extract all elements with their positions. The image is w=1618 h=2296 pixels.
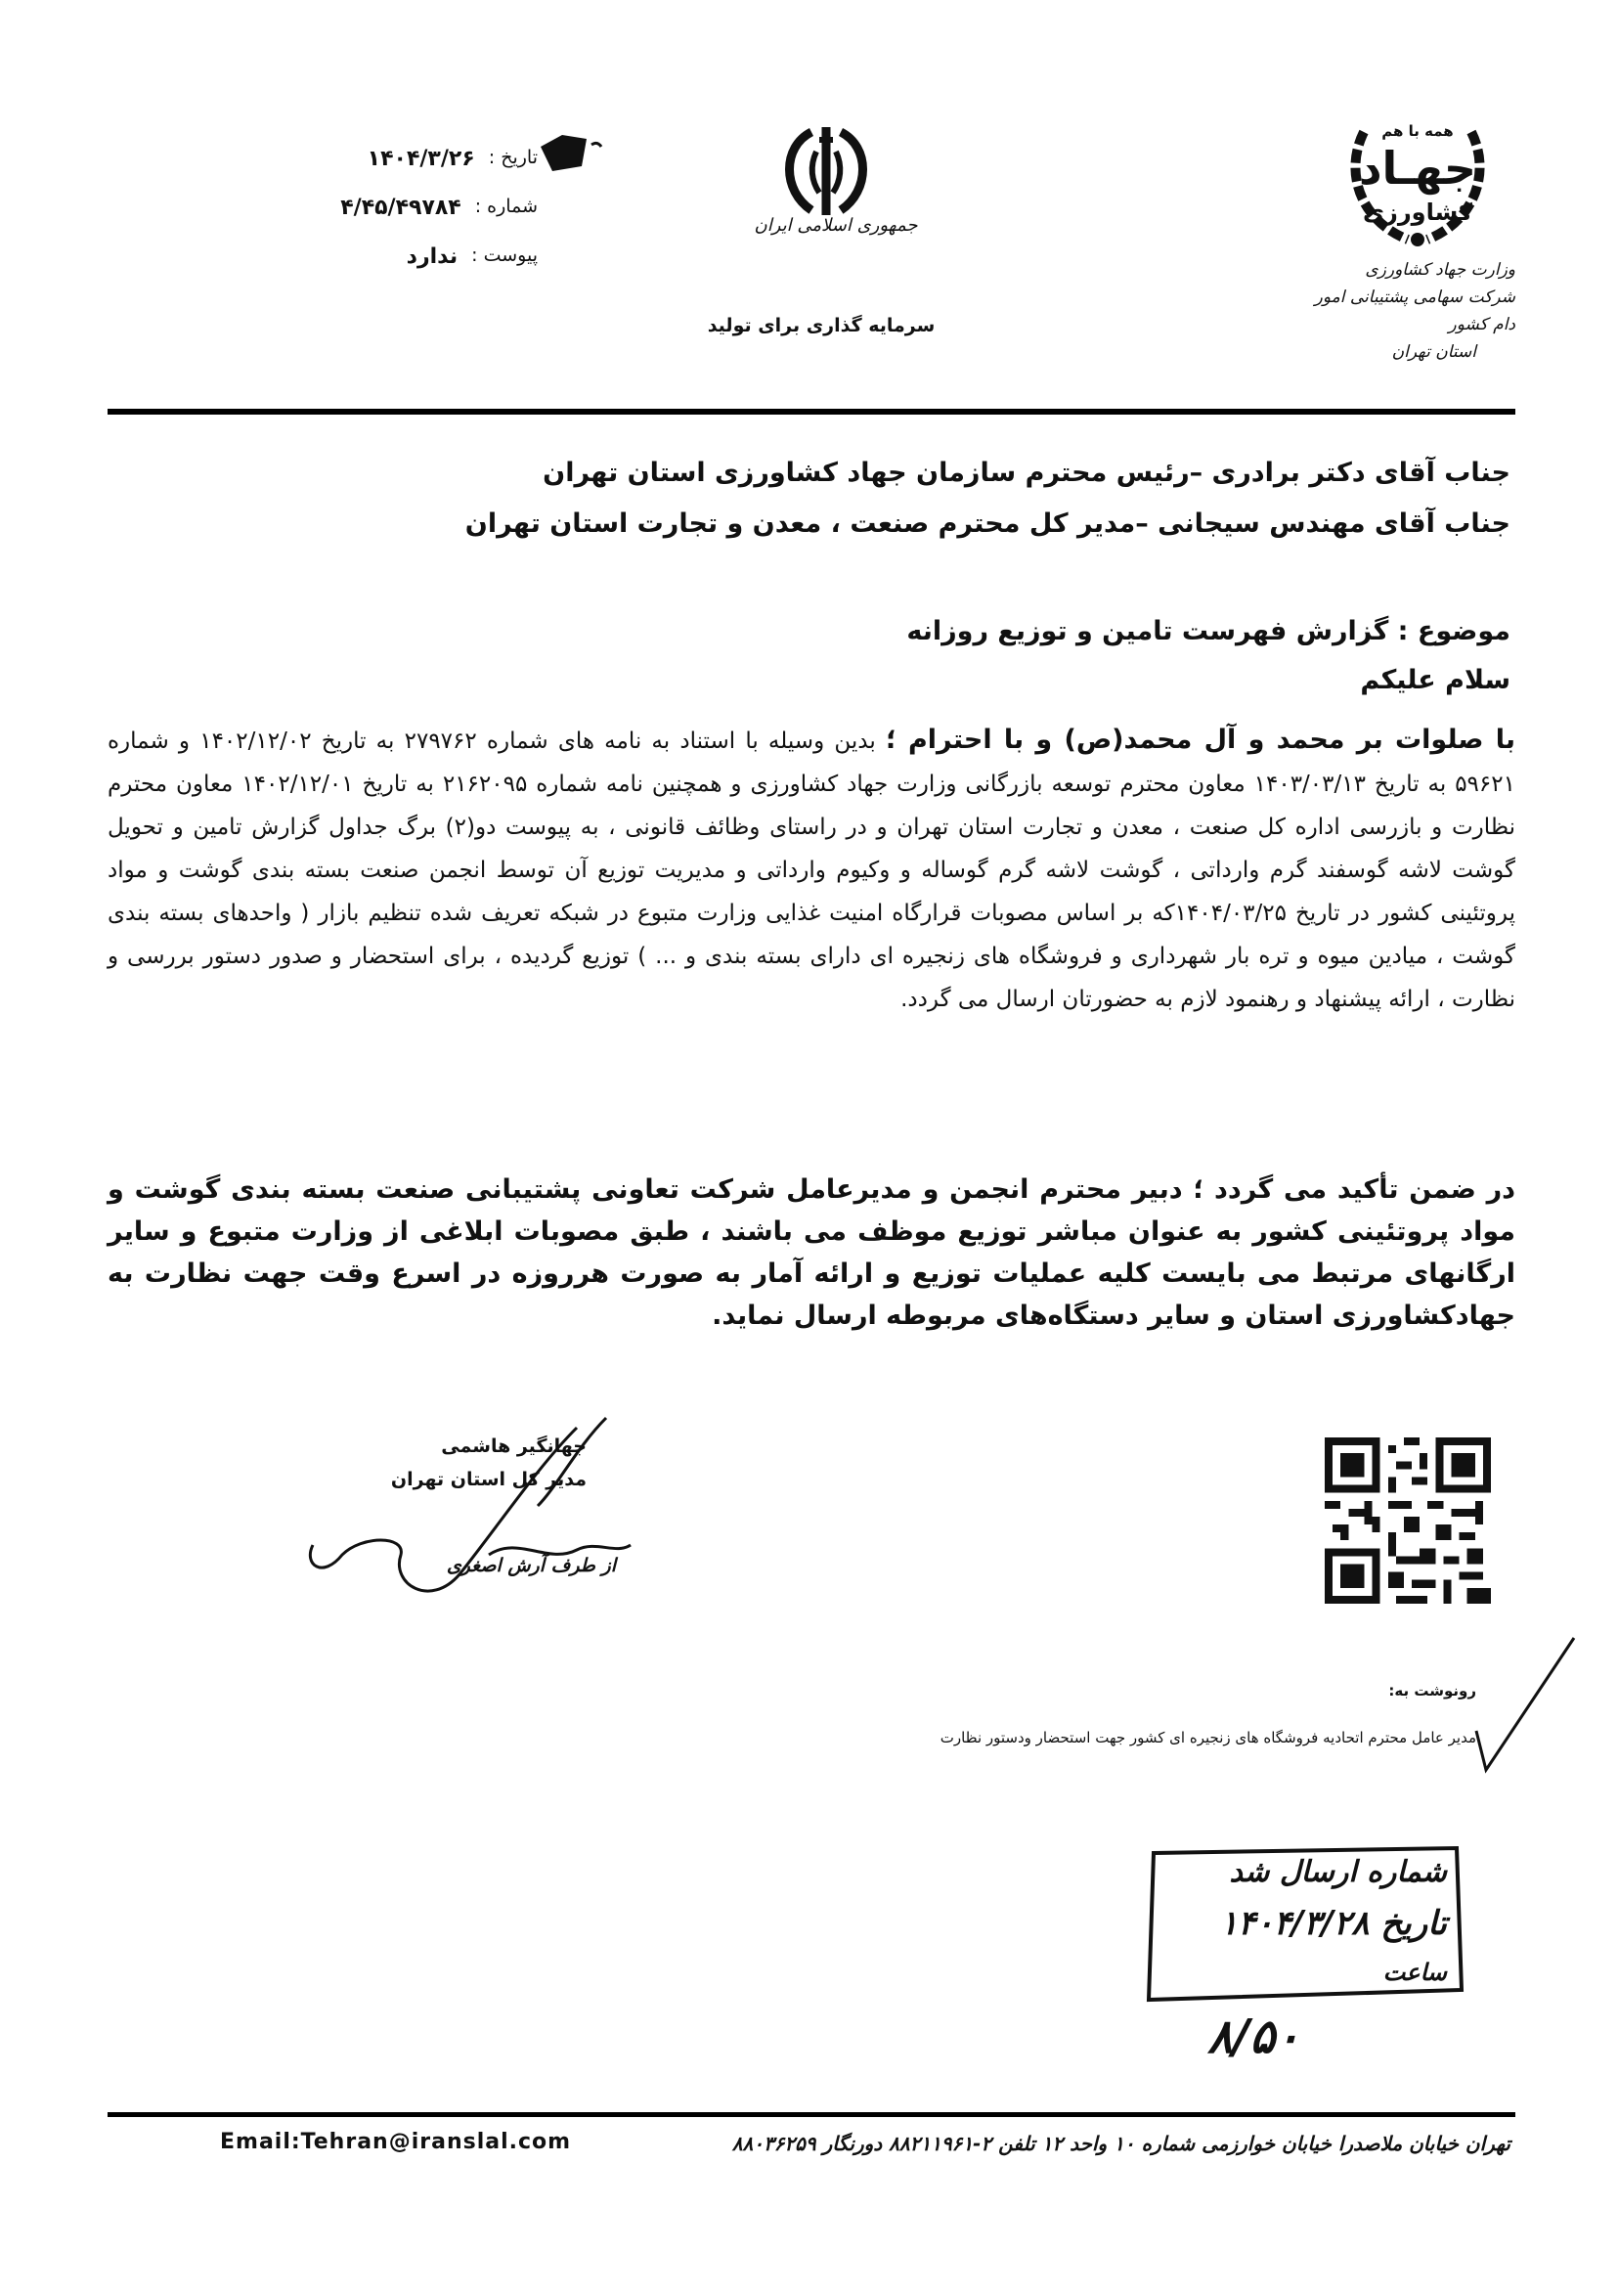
stamp-line-2: تاریخ ۱۴۰۴/۳/۲۸ [1219, 1904, 1447, 1943]
ministry-subtitle [1290, 256, 1515, 366]
attachment-row [293, 244, 538, 269]
slogan: سرمایه گذاری برای تولید [707, 315, 936, 336]
letter-body [108, 719, 1515, 1021]
attachment-label: پیوست : [471, 244, 538, 266]
letter-emphasis: در ضمن تأکید می گردد ؛ دبیر محترم انجمن و مدیرعامل شرکت تعاونی پشتیبانی صنعت بسته بندی گوشت و مواد پروتئینی کشور به عنوان مباشر توزیع موظف می باشند ، طبق مصوبات ابلاغی از وزارت متبوع و سایر ارگانهای مرتبط می بایست کلیه عملیات توزیع و ارائه آمار به صورت هرروزه در اسرع وقت جهت نظارت به جهادکشاورزی استان و سایر دستگاه‌های مربوطه ارسال نماید. [108, 1174, 1515, 1331]
footer-address: تهران خیابان ملاصدرا خیابان خوارزمی شماره ۱۰ واحد ۱۲ تلفن ۲-۸۸۲۱۱۹۶۱ دورنگار ۸۸۰۳۶۲۵۹ [731, 2132, 1510, 2155]
date-row [293, 147, 538, 171]
footer-email: Email:Tehran@iranslal.com [220, 2130, 572, 2154]
signature-handwritten-note: از طرف آرش اصغری [446, 1555, 616, 1576]
addressee-2: جناب آقای مهندس سیجانی –مدیر کل محترم صنعت ، معدن و تجارت استان تهران [464, 508, 1510, 539]
number-label: شماره : [474, 196, 538, 217]
small-stamp-icon [533, 127, 611, 181]
ministry-line: شرکت سهامی پشتیبانی امور دام کشور [1314, 287, 1515, 334]
attachment-value: ندارد [406, 244, 459, 269]
letter-greeting: سلام علیکم [1360, 665, 1510, 695]
stamp-line-1: شماره ارسال شد [1229, 1855, 1447, 1889]
letter-salutation: با صلوات بر محمد و آل محمد(ص) و با احترام ؛ [885, 725, 1515, 755]
addressee-1: جناب آقای دکتر برادری –رئیس محترم سازمان جهاد کشاورزی استان تهران [543, 458, 1510, 488]
date-value: ۱۴۰۴/۳/۲۶ [367, 147, 475, 171]
signature-block [352, 1430, 587, 1496]
cc-label: رونوشت به: [1388, 1682, 1476, 1700]
signatory-name: جهانگیر هاشمی [441, 1435, 587, 1457]
number-row [293, 196, 538, 220]
stamp-line-3: ساعت [1382, 1959, 1447, 1986]
footer-divider [108, 2112, 1515, 2117]
logo-top-text: همه با هم [1381, 122, 1454, 140]
emblem-caption: جمهوری اسلامی ایران [754, 215, 918, 236]
cc-recipient: مدیر عامل محترم اتحادیه فروشگاه های زنجیره ای کشور جهت استحضار ودستور نظارت [940, 1729, 1476, 1746]
stamp-time: ۸/۵۰ [1207, 2009, 1300, 2064]
checkmark-icon [1471, 1633, 1579, 1780]
logo-main-text: جهـاد [1358, 142, 1477, 195]
ministry-line: وزارت جهاد کشاورزی [1365, 260, 1515, 280]
qr-code [1325, 1437, 1491, 1604]
header-divider [108, 409, 1515, 415]
jahad-keshavarzi-logo [1339, 93, 1496, 249]
signatory-title: مدیر کل استان تهران [390, 1469, 587, 1490]
dispatch-stamp [1134, 1843, 1466, 2014]
date-label: تاریخ : [488, 147, 538, 168]
number-value: ۴/۴۵/۴۹۷۸۴ [340, 196, 461, 220]
ministry-line: استان تهران [1391, 342, 1476, 362]
letter-body-text: بدین وسیله با استناد به نامه های شماره ۲۷۹۷۶۲ به تاریخ ۱۴۰۲/۱۲/۰۲ و شماره ۵۹۶۲۱ به تاریخ ۱۴۰۳/۰۳/۱۳ معاون محترم توسعه بازرگانی وزارت جهاد کشاورزی و همچنین نامه شماره ۲۱۶۲۰۹۵ به تاریخ ۱۴۰۲/۱۲/۰۱ معاون محترم نظارت و بازرسی اداره کل صنعت ، معدن و تجارت استان تهران و در راستای وظائف قانونی ، به پیوست دو(۲) برگ جداول گزارش تامین و تحویل گوشت لاشه گوسفند گرم وارداتی ، گوشت لاشه گرم گوساله و وکیوم وارداتی و مدیریت توزیع آن توسط انجمن صنعت بسته بندی گوشت و مواد پروتئینی کشور در تاریخ ۱۴۰۴/۰۳/۲۵که بر اساس مصوبات قرارگاه امنیت غذایی وزارت متبوع در شبکه تعریف شده تنظیم بازار ( واحدهای بسته بندی گوشت ، میادین میوه و تره بار شهرداری و فروشگاه های زنجیره ای دارای بسته بندی و ... ) توزیع گردیده ، برای استحضار و صدور دستور بررسی و نظارت ، ارائه پیشنهاد و رهنمود لازم به حضورتان ارسال می گردد. [108, 729, 1516, 1012]
logo-sub-text: کشاورزی [1363, 199, 1472, 226]
letter-subject: موضوع : گزارش فهرست تامین و توزیع روزانه [906, 616, 1510, 646]
iran-emblem-icon [772, 122, 880, 220]
